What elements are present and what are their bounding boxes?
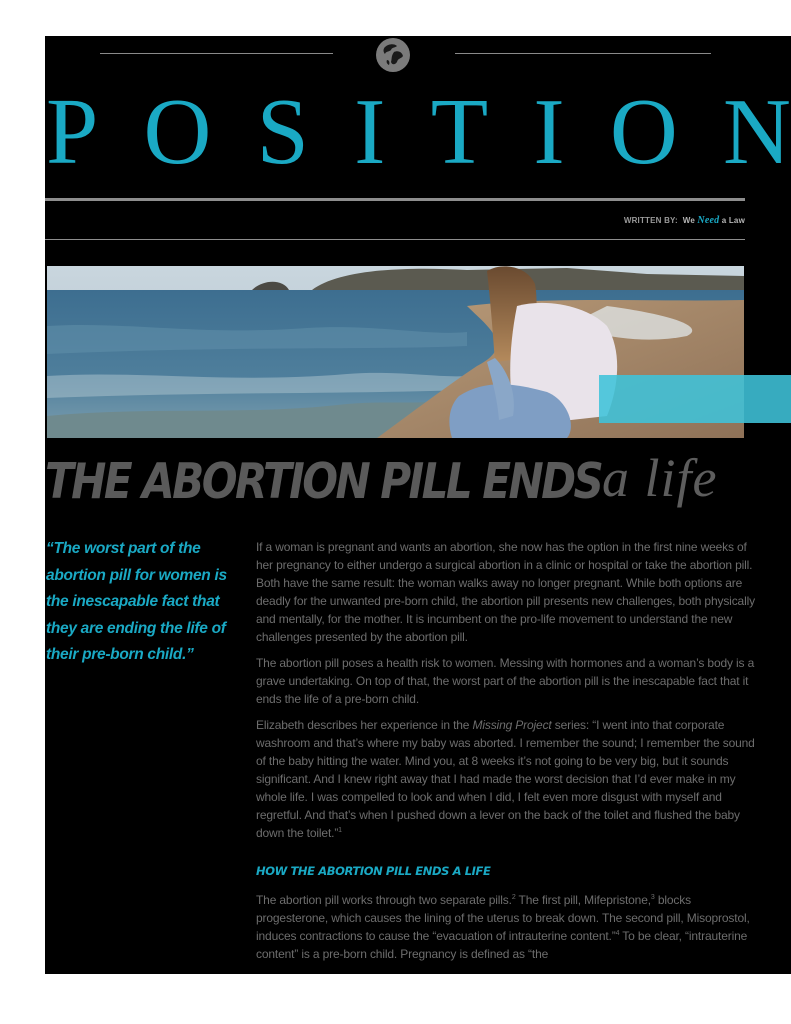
footnote-ref: 4: [615, 930, 620, 937]
paragraph-text: Elizabeth describes her experience in the: [256, 718, 473, 732]
masthead-letter: O: [143, 80, 212, 184]
masthead-letter: T: [430, 80, 489, 184]
paragraph-text: The abortion pill works through two separate pills.: [256, 893, 512, 907]
byline-brand-pre: We: [682, 216, 695, 225]
byline: [565, 215, 745, 226]
header-rule-right: [455, 53, 711, 54]
footnote-ref: 2: [511, 894, 516, 901]
footnote-ref: 3: [650, 894, 655, 901]
masthead-title: [45, 80, 791, 184]
paragraph: The abortion pill poses a health risk to women. Messing with hormones and a woman’s body is a grave undertaking. On top of that, the worst part of the abortion pill is the inescapable fact that it ends the life of a pre-born child.: [256, 656, 755, 706]
header-divider-thick: [45, 198, 745, 201]
header-divider-thin: [45, 239, 745, 240]
article-headline: [45, 448, 791, 519]
byline-brand-post: a Law: [721, 216, 745, 225]
accent-bar: [599, 375, 791, 423]
paragraph: If a woman is pregnant and wants an abortion, she now has the option in the first nine weeks of her pregnancy to either undergo a surgical abortion in a clinic or hospital or take the abortion pill. Both have the same result: the woman walks away no longer pregnant. While both options are deadly for the unwanted pre-born child, the abortion pill presents new challenges, both physically and mentally, for the mother. It is incumbent on the pro-life movement to understand the new challenges presented by the abortion pill.: [256, 540, 755, 644]
masthead-letter: N: [723, 80, 791, 184]
masthead-letter: P: [46, 80, 99, 184]
globe-icon: [376, 38, 410, 72]
paragraph-text: series: “I went into that corporate washroom and that’s where my baby was aborted. I remember the sound; I remember the sound of the baby hitting the water. Mind you, at 8 weeks it’s not going to be very big, but it sounds significant. And I knew right away that I had made the worst decision that I’d ever make in my whole life. I was compelled to look and when I did, I felt even more disgust with myself and regretful. And that’s when I pushed down a lever on the back of the toilet and flushed the baby down the toilet.”: [256, 718, 755, 840]
paragraph: [256, 891, 756, 963]
masthead-letter: I: [354, 80, 386, 184]
paragraph-text: To be clear, “intrauterine content” is a pre-born child. Pregnancy is defined as “the: [256, 929, 748, 961]
header-rule-left: [100, 53, 333, 54]
series-title: Missing Project: [472, 718, 552, 732]
masthead-letter: I: [533, 80, 565, 184]
byline-label: WRITTEN BY:: [623, 216, 678, 225]
magazine-page: [45, 36, 791, 974]
byline-brand-need: Need: [697, 215, 720, 226]
pull-quote: “The worst part of the abortion pill for women is the inescapable fact that they are ending the life of their pre-born child.”: [46, 540, 227, 663]
headline-script: a life: [602, 448, 718, 508]
paragraph-text: The first pill, Mifepristone,: [515, 893, 651, 907]
paragraph-text: blocks progesterone, which causes the lining of the uterus to break down. The second pill, Misoprostol, induces contractions to cause the “evacuation of intrauterine content.”: [256, 893, 750, 943]
section-subheading: HOW THE ABORTION PILL ENDS A LIFE: [256, 864, 491, 878]
headline-caps: THE ABORTION PILL ENDS: [45, 453, 602, 510]
article-body: [256, 538, 756, 971]
footnote-ref: 1: [338, 827, 342, 834]
masthead-letter: O: [609, 80, 678, 184]
paragraph: [256, 716, 756, 842]
masthead-letter: S: [256, 80, 309, 184]
